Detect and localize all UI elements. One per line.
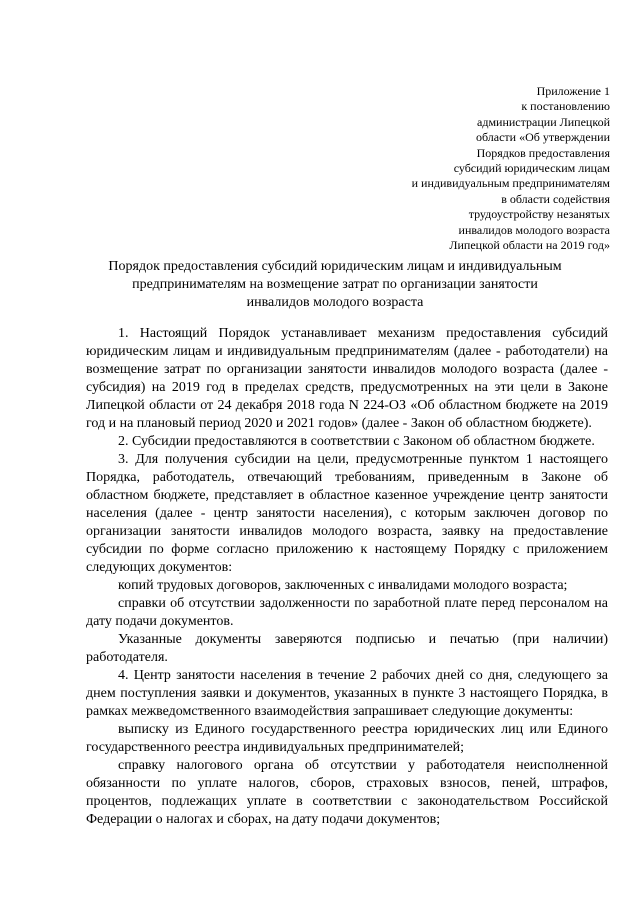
appendix-line: Порядков предоставления	[476, 145, 610, 160]
document-title	[80, 258, 590, 312]
appendix-line: к постановлению	[521, 99, 610, 114]
list-item-registry-extract: выписку из Единого государственного реестра юридических лиц или Единого государственного реестра индивидуальных предпринимателей;	[86, 722, 608, 755]
appendix-line: трудоустройству незанятых	[468, 207, 610, 222]
appendix-line: субсидий юридическим лицам	[453, 161, 610, 176]
paragraph-4: 4. Центр занятости населения в течение 2 рабочих дней со дня, следующего за днем поступления заявки и документов, указанных в пункте 3 настоящего Порядка, в рамках межведомственного взаимодействия запрашивает следующие документы:	[86, 668, 608, 719]
title-line: инвалидов молодого возраста	[246, 295, 424, 310]
paragraph-2: 2. Субсидии предоставляются в соответствии с Законом об областном бюджете.	[118, 434, 595, 449]
appendix-line: области «Об утверждении	[475, 130, 610, 145]
document-body	[86, 325, 608, 829]
paragraph-1: 1. Настоящий Порядок устанавливает механизм предоставления субсидий юридическим лицам и индивидуальным предпринимателям (далее - работодатели) на возмещение затрат по организации занятости инвалидов молодого возраста (далее - субсидия) на 2019 год в пределах средств, предусмотренных на эти цели в Законе Липецкой области от 24 декабря 2018 года N 224-ОЗ «Об областном бюджете на 2019 год и на плановый период 2020 и 2021 годов» (далее - Закон об областном бюджете).	[86, 326, 608, 431]
appendix-line: и индивидуальным предпринимателям	[411, 176, 610, 191]
list-item-salary-certificate: справки об отсутствии задолженности по заработной плате перед персоналом на дату подачи документов.	[86, 596, 608, 629]
paragraph-certification: Указанные документы заверяются подписью и печатью (при наличии) работодателя.	[86, 632, 608, 665]
appendix-header	[350, 84, 610, 253]
appendix-line: Приложение 1	[536, 84, 610, 98]
title-line: Порядок предоставления субсидий юридическим лицам и индивидуальным	[108, 259, 562, 274]
list-item-contracts: копий трудовых договоров, заключенных с инвалидами молодого возраста;	[118, 578, 568, 593]
list-item-tax-certificate: справку налогового органа об отсутствии у работодателя неисполненной обязанности по уплате налогов, сборов, страховых взносов, пеней, штрафов, процентов, подлежащих уплате в соответствии с законодательством Российской Федерации о налогах и сборах, на дату подачи документов;	[86, 758, 608, 827]
appendix-line: Липецкой области на 2019 год»	[449, 238, 610, 253]
appendix-line: инвалидов молодого возраста	[458, 222, 610, 237]
title-line: предпринимателям на возмещение затрат по организации занятости	[132, 277, 538, 292]
appendix-line: в области содействия	[501, 191, 610, 206]
appendix-line: администрации Липецкой	[477, 114, 610, 129]
paragraph-3: 3. Для получения субсидии на цели, предусмотренные пунктом 1 настоящего Порядка, работодатель, отвечающий требованиям, приведенным в Законе об областном бюджете, представляет в областное казенное учреждение центр занятости населения (далее - центр занятости населения), с которым заключен договор по организации занятости инвалидов молодого возраста, заявку на предоставление субсидии по форме согласно приложению к настоящему Порядку с приложением следующих документов:	[86, 452, 608, 575]
